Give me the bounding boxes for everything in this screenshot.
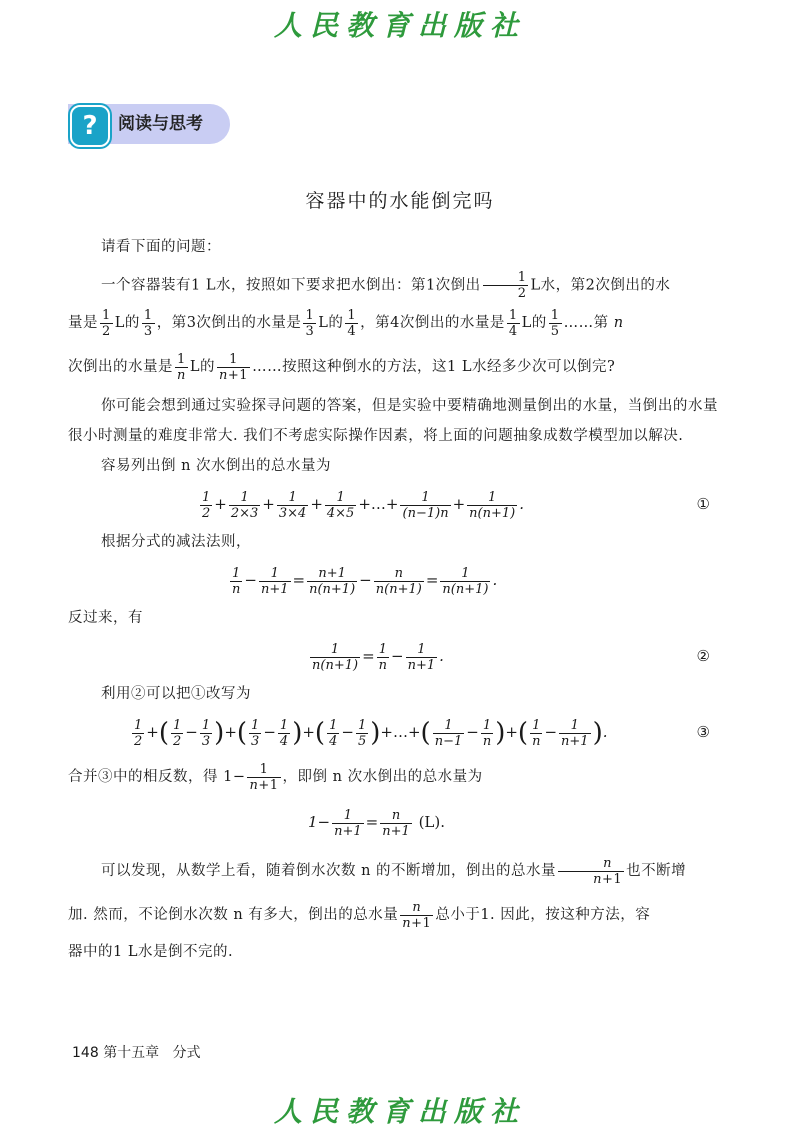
paragraph: 一个容器装有1 L水，按照如下要求把水倒出：第1次倒出 $\frac{1}{2}$ L水，第2次倒出的水 xyxy=(101,270,671,301)
question-icon: ? xyxy=(70,105,110,147)
paragraph: 加. 然而，不论倒水次数 n 有多大，倒出的总水量 $\frac{n}{n+1}$ 总小于1. 因此，按这种方法，容 xyxy=(68,899,651,931)
equation-total: 1− $\frac{1}{n+1}$ = $\frac{n}{n+1}$ (L). xyxy=(308,807,446,839)
paragraph: 反过来，有 xyxy=(68,610,143,626)
page-number: 148 xyxy=(72,1045,99,1061)
paragraph: 可以发现，从数学上看，随着倒水次数 n 的不断增加，倒出的总水量 $\frac{n}{n+1}$ 也不断增 xyxy=(101,855,687,887)
equation-label: ③ xyxy=(696,723,710,741)
paragraph: 次倒出的水量是 $\frac{1}{n}$ L的 $\frac{1}{n+1}$ ……按照这种倒水的方法，这1 L水经多少次可以倒完? xyxy=(68,351,616,383)
article-body xyxy=(68,232,718,967)
publisher-logo-top: 人民教育出版社 xyxy=(273,9,526,42)
paragraph: 量是 $\frac{1}{2}$ L的 $\frac{1}{3}$ ，第3次倒出的水量是 $\frac{1}{3}$ L的 $\frac{1}{4}$ ，第4次倒出的水量是 $\frac{1}{4}$ L的 $\frac{1}{5}$ ……第 n xyxy=(68,307,624,339)
page-footer xyxy=(72,1042,201,1062)
equation-subtraction: $\frac{1}{n}$ − $\frac{1}{n+1}$ = $\frac{n+1}{n(n+1)}$ − $\frac{n}{n(n+1)}$ = $\frac{1}{n(n+1)}$ . xyxy=(232,565,498,597)
section-tag xyxy=(68,104,230,144)
paragraph: 容易列出倒 n 次水倒出的总水量为 xyxy=(101,458,332,474)
equation-label: ① xyxy=(696,495,710,513)
paragraph: 合并③中的相反数，得 1− $\frac{1}{n+1}$ ，即倒 n 次水倒出的总水量为 xyxy=(68,761,483,793)
paragraph: 器中的1 L水是倒不完的. xyxy=(68,944,234,960)
equation-2: $\frac{1}{n(n+1)}$ = $\frac{1}{n}$ − $\frac{1}{n+1}$ . ② xyxy=(68,633,718,679)
page-title: 容器中的水能倒完吗 xyxy=(305,190,495,212)
paragraph: 请看下面的问题： xyxy=(101,239,221,255)
equation-1: $\frac{1}{2}$ + $\frac{1}{2\times 3}$ + $\frac{1}{3\times 4}$ + $\frac{1}{4\times 5}$ +…+ $\frac{1}{(n-1)n}$ + $\frac{1}{n(n+1)}$ . ① xyxy=(68,481,718,527)
equation-3: $\frac{1}{2}$ +( $\frac{1}{2}$ − $\frac{1}{3}$ )+( $\frac{1}{3}$ − $\frac{1}{4}$ )+( $\frac{1}{4}$ − $\frac{1}{5}$ )+…+( $\frac{1}{n-1}$ − $\frac{1}{n}$ )+( $\frac{1}{n}$ − $\frac{1}{n+1}$ ). ③ xyxy=(68,709,718,755)
equation-label: ② xyxy=(696,647,710,665)
section-tag-label: 阅读与思考 xyxy=(118,114,203,134)
chapter-name: 分式 xyxy=(172,1045,201,1061)
paragraph: 利用②可以把①改写为 xyxy=(101,686,251,702)
publisher-logo-bottom: 人民教育出版社 xyxy=(273,1095,526,1128)
paragraph: 根据分式的减法法则， xyxy=(101,534,251,550)
paragraph: 你可能会想到通过实验探寻问题的答案，但是实验中要精确地测量倒出的水量，当倒出的水量很小时测量的难度非常大. 我们不考虑实际操作因素，将上面的问题抽象成数学模型加以解决. xyxy=(68,398,718,444)
chapter-label: 第十五章 xyxy=(103,1045,160,1061)
